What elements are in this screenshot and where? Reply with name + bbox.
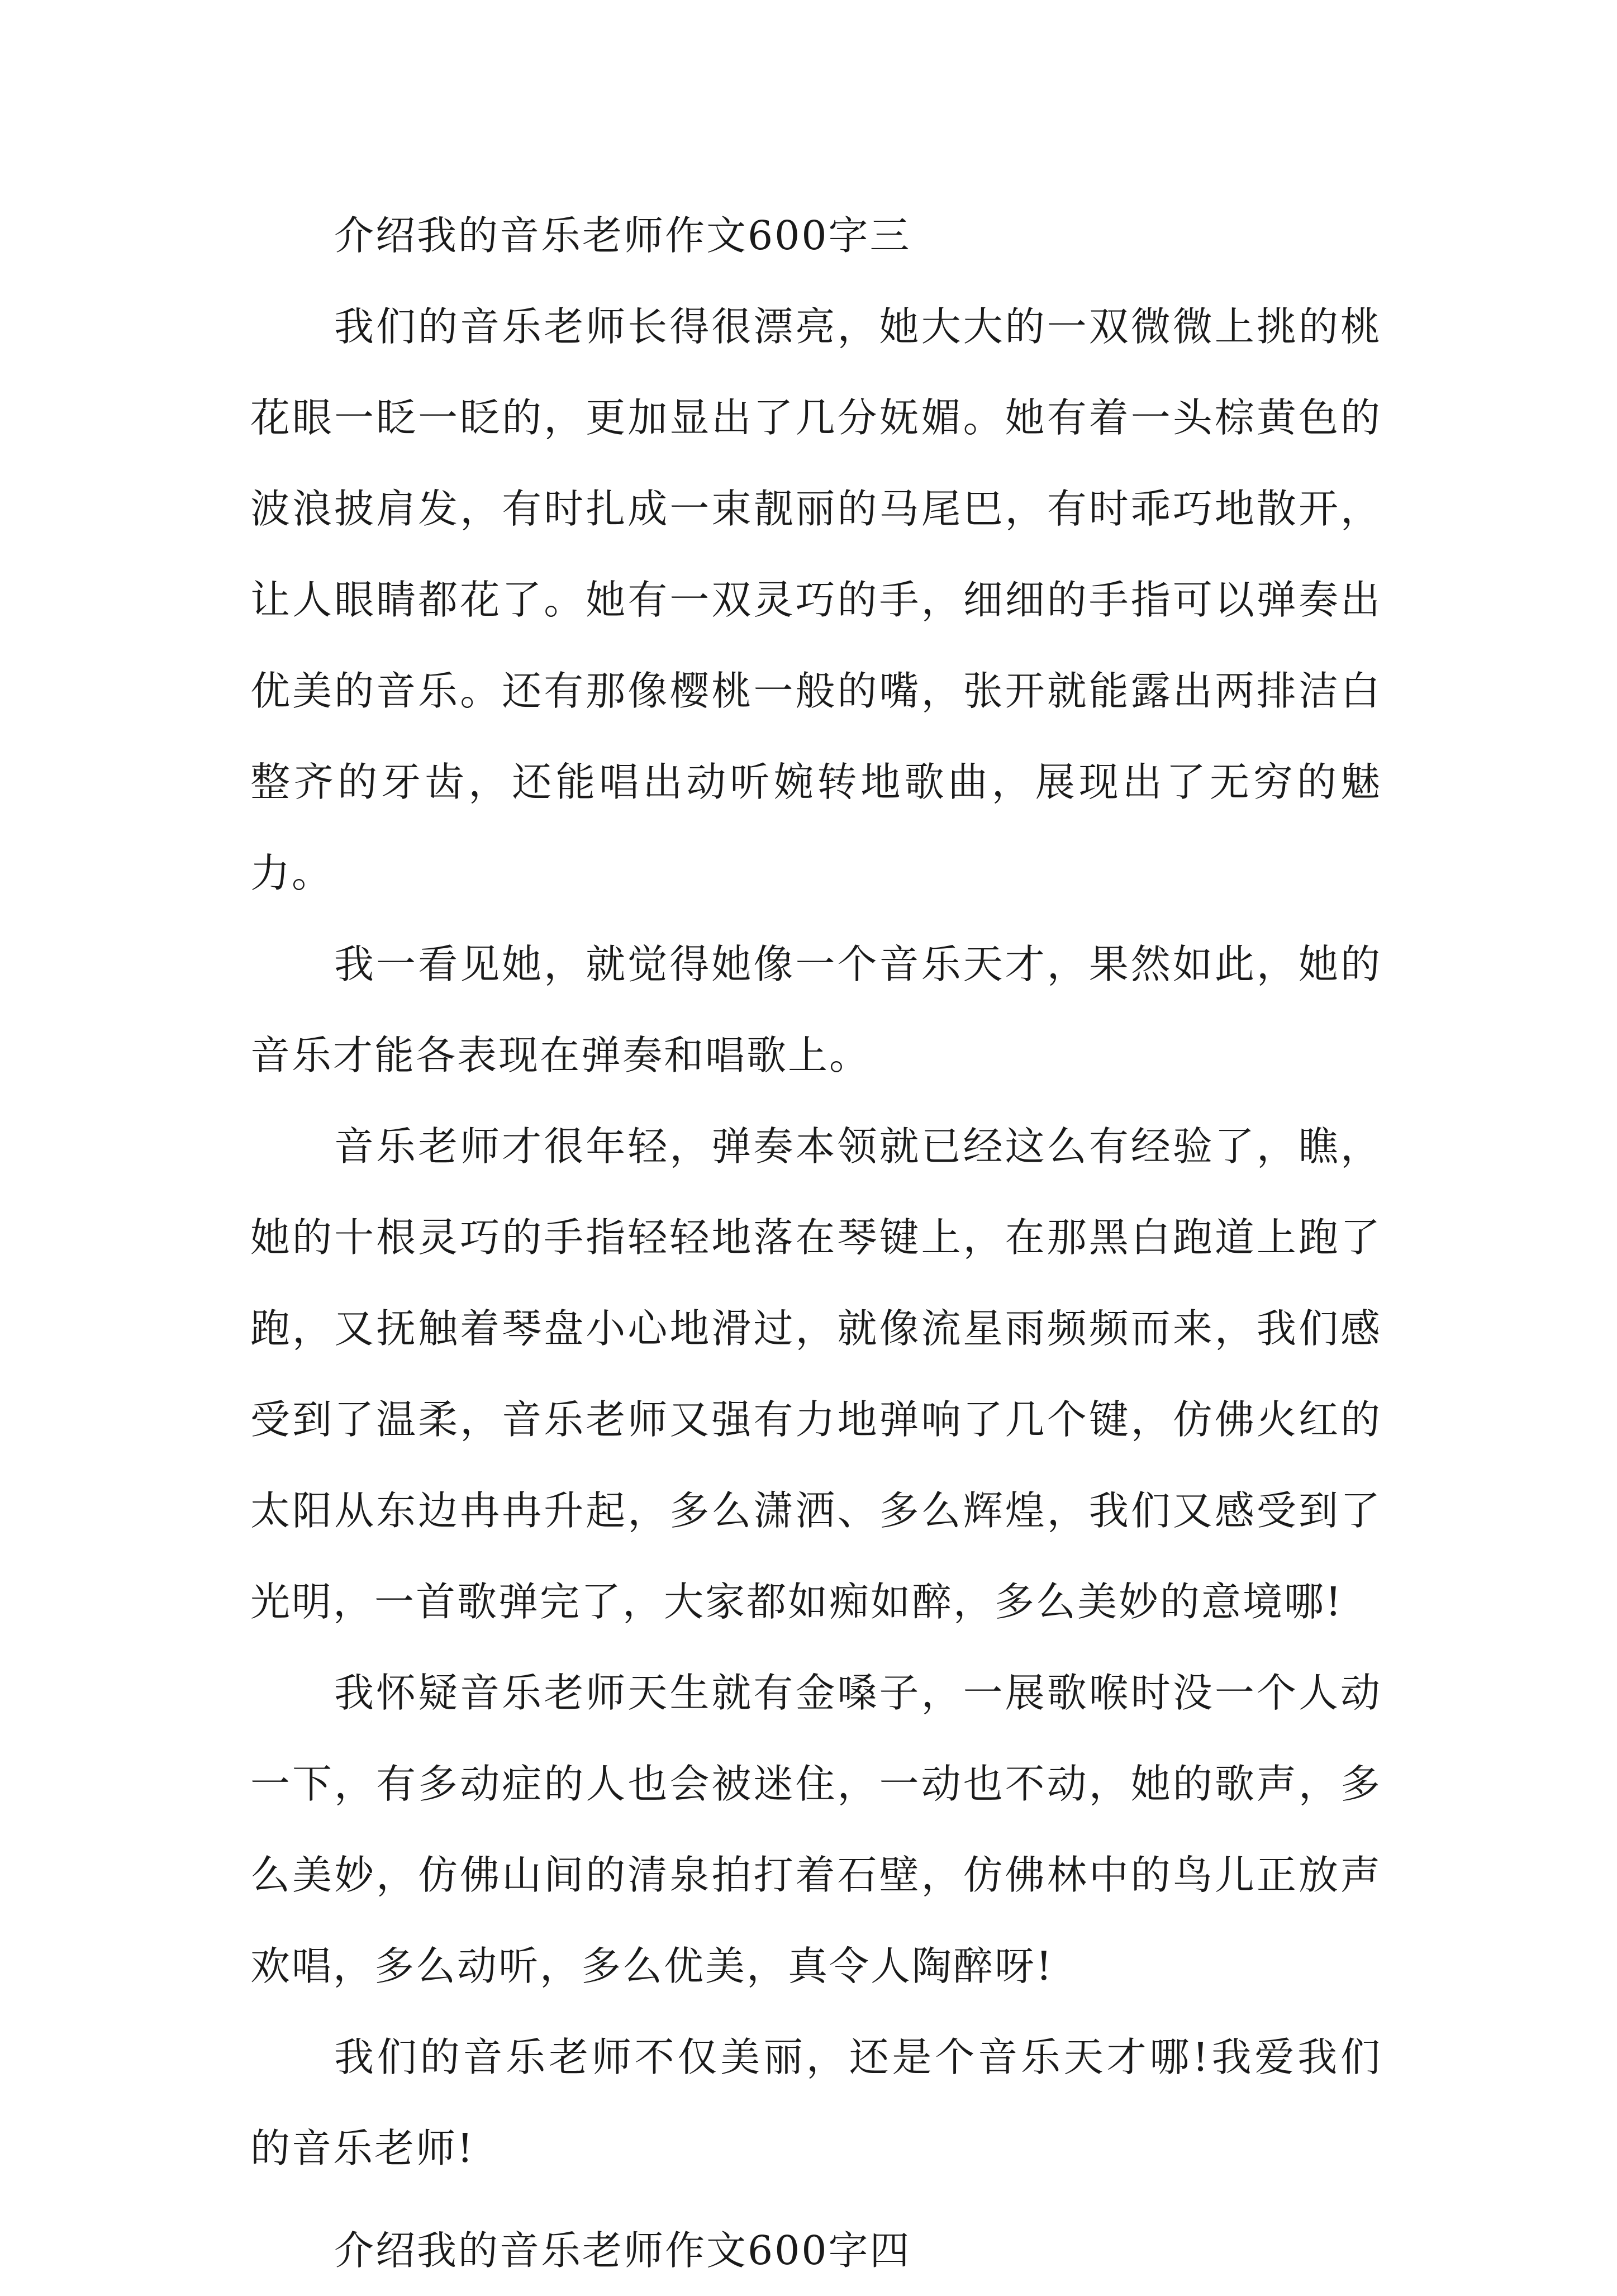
document-body [250,190,1382,2296]
paragraph-1: 我们的音乐老师长得很漂亮，她大大的一双微微上挑的桃花眼一眨一眨的，更加显出了几分妩媚。她有着一头棕黄色的波浪披肩发，有时扎成一束靓丽的马尾巴，有时乖巧地散开，让人眼睛都花了。她有一双灵巧的手，细细的手指可以弹奏出优美的音乐。还有那像樱桃一般的嘴，张开就能露出两排洁白整齐的牙齿，还能唱出动听婉转地歌曲，展现出了无穷的魅力。 [250,303,1382,896]
paragraph-4: 我怀疑音乐老师天生就有金嗓子，一展歌喉时没一个人动一下，有多动症的人也会被迷住，一动也不动，她的歌声，多么美妙，仿佛山间的清泉拍打着石壁，仿佛林中的鸟儿正放声欢唱，多么动听，多么优美，真令人陶醉呀! [250,1670,1382,1989]
paragraph-2: 我一看见她，就觉得她像一个音乐天才，果然如此，她的音乐才能各表现在弹奏和唱歌上。 [250,941,1382,1078]
paragraph-5: 我们的音乐老师不仅美丽，还是个音乐天才哪!我爱我们的音乐老师! [250,2034,1382,2171]
section-heading-three: 介绍我的音乐老师作文600字三 [334,212,911,259]
paragraph-3: 音乐老师才很年轻，弹奏本领就已经这么有经验了，瞧，她的十根灵巧的手指轻轻地落在琴键上，在那黑白跑道上跑了跑，又抚触着琴盘小心地滑过，就像流星雨频频而来，我们感受到了温柔，音乐老师又强有力地弹响了几个键，仿佛火红的太阳从东边冉冉升起，多么潇洒、多么辉煌，我们又感受到了光明，一首歌弹完了，大家都如痴如醉，多么美妙的意境哪! [250,1123,1382,1625]
section-heading-four: 介绍我的音乐老师作文600字四 [334,2227,911,2274]
